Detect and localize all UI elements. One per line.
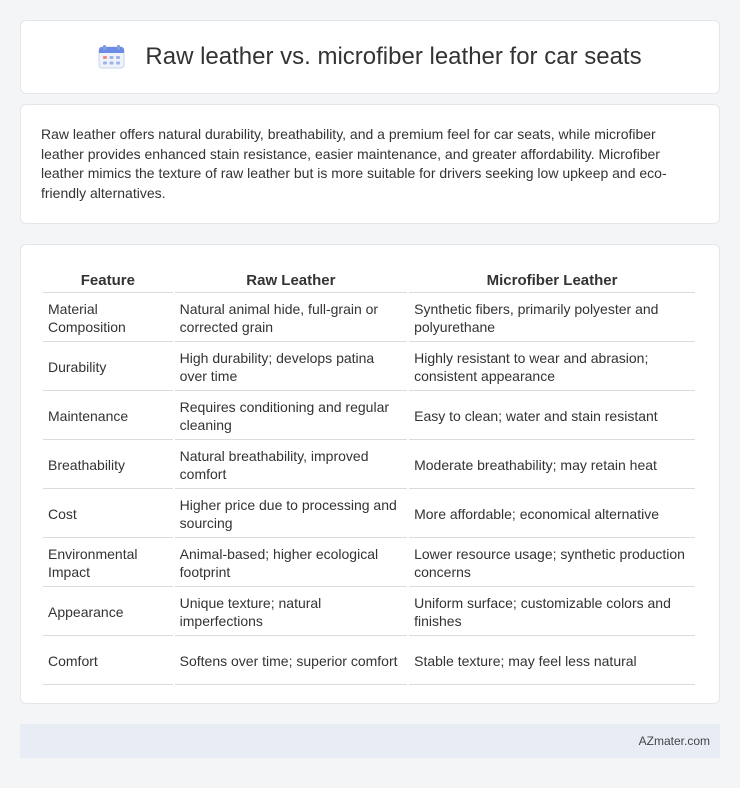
cell-raw-leather: Unique texture; natural imperfections xyxy=(175,587,407,636)
table-row xyxy=(43,391,695,440)
footer-site-name: AZmater.com xyxy=(638,734,710,748)
cell-feature: Durability xyxy=(43,342,173,391)
comparison-table-card xyxy=(20,244,720,704)
footer-bar xyxy=(20,724,720,758)
table-row xyxy=(43,538,695,587)
table-row xyxy=(43,342,695,391)
summary-paragraph: Raw leather offers natural durability, breathability, and a premium feel for car seats, while microfiber leather provides enhanced stain resistance, easier maintenance, and greater affordability. Microfiber leather mimics the texture of raw leather but is more suitable for drivers seeking low upkeep and eco-friendly alternatives. xyxy=(41,126,667,201)
cell-microfiber-leather: Lower resource usage; synthetic production concerns xyxy=(409,538,695,587)
cell-microfiber-leather: More affordable; economical alternative xyxy=(409,489,695,538)
header-feature: Feature xyxy=(43,265,173,293)
header-raw-leather: Raw Leather xyxy=(175,265,407,293)
cell-microfiber-leather: Uniform surface; customizable colors and finishes xyxy=(409,587,695,636)
table-row xyxy=(43,293,695,342)
comparison-table xyxy=(41,265,697,685)
calendar-icon xyxy=(98,45,125,69)
cell-raw-leather: Natural breathability, improved comfort xyxy=(175,440,407,489)
cell-feature: Environmental Impact xyxy=(43,538,173,587)
cell-feature: Material Composition xyxy=(43,293,173,342)
cell-raw-leather: Higher price due to processing and sourcing xyxy=(175,489,407,538)
cell-microfiber-leather: Synthetic fibers, primarily polyester and polyurethane xyxy=(409,293,695,342)
cell-raw-leather: Softens over time; superior comfort xyxy=(175,636,407,685)
title-wrap xyxy=(98,43,641,71)
title-card xyxy=(20,20,720,94)
cell-feature: Appearance xyxy=(43,587,173,636)
cell-microfiber-leather: Highly resistant to wear and abrasion; consistent appearance xyxy=(409,342,695,391)
cell-raw-leather: Natural animal hide, full-grain or corrected grain xyxy=(175,293,407,342)
table-row xyxy=(43,587,695,636)
table-row xyxy=(43,636,695,685)
cell-microfiber-leather: Moderate breathability; may retain heat xyxy=(409,440,695,489)
cell-feature: Maintenance xyxy=(43,391,173,440)
summary-card xyxy=(20,104,720,224)
cell-raw-leather: High durability; develops patina over time xyxy=(175,342,407,391)
cell-feature: Comfort xyxy=(43,636,173,685)
cell-raw-leather: Animal-based; higher ecological footprint xyxy=(175,538,407,587)
header-microfiber-leather: Microfiber Leather xyxy=(409,265,695,293)
table-header-row xyxy=(43,265,695,293)
table-row xyxy=(43,489,695,538)
cell-microfiber-leather: Easy to clean; water and stain resistant xyxy=(409,391,695,440)
cell-feature: Breathability xyxy=(43,440,173,489)
cell-microfiber-leather: Stable texture; may feel less natural xyxy=(409,636,695,685)
cell-raw-leather: Requires conditioning and regular cleaning xyxy=(175,391,407,440)
page-title: Raw leather vs. microfiber leather for car seats xyxy=(145,43,642,70)
cell-feature: Cost xyxy=(43,489,173,538)
table-row xyxy=(43,440,695,489)
